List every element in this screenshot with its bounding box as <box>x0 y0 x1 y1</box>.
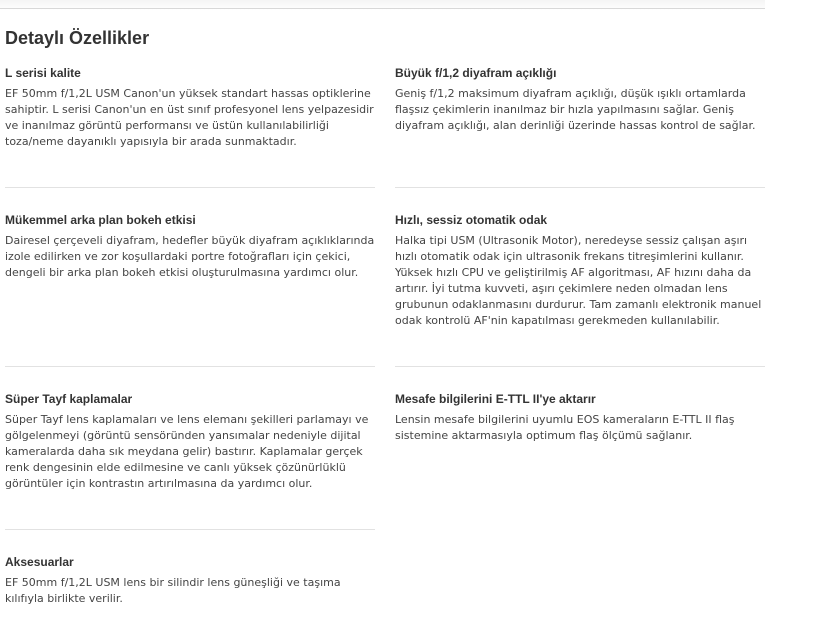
feature-l-series <box>5 66 375 150</box>
feature-accessories <box>5 555 375 607</box>
section-divider <box>5 529 375 530</box>
feature-autofocus <box>395 213 765 329</box>
feature-body: Lensin mesafe bilgilerini uyumlu EOS kameraların E-TTL II flaş sistemine aktarmasıyla optimum flaş ölçümü sağlanır. <box>395 413 735 442</box>
section-divider <box>395 187 765 188</box>
feature-bokeh <box>5 213 375 281</box>
feature-body: EF 50mm f/1,2L USM Canon'un yüksek standart hassas optiklerine sahiptir. L serisi Canon'un en üst sınıf profesyonel lens yelpazesidir ve inanılmaz görüntü performansı ve üstün kullanılabilirliği toza/neme dayanıklı yapısıyla bir arada sunmaktadır. <box>5 87 374 148</box>
feature-ettl <box>395 392 765 444</box>
feature-heading: Hızlı, sessiz otomatik odak <box>395 213 548 227</box>
page-title: Detaylı Özellikler <box>5 28 150 48</box>
feature-body: EF 50mm f/1,2L USM lens bir silindir lens güneşliği ve taşıma kılıfıyla birlikte verilir. <box>5 576 341 605</box>
feature-heading: Büyük f/1,2 diyafram açıklığı <box>395 66 557 80</box>
section-divider <box>395 366 765 367</box>
section-divider <box>5 366 375 367</box>
feature-heading: Mükemmel arka plan bokeh etkisi <box>5 213 196 227</box>
feature-aperture <box>395 66 765 134</box>
feature-heading: Aksesuarlar <box>5 555 74 569</box>
feature-heading: L serisi kalite <box>5 66 81 80</box>
top-divider <box>0 8 765 9</box>
section-divider <box>5 187 375 188</box>
feature-heading: Mesafe bilgilerini E-TTL II'ye aktarır <box>395 392 596 406</box>
feature-body: Süper Tayf lens kaplamaları ve lens elemanı şekilleri parlamayı ve gölgelenmeyi (görüntü sensöründen yansımalar nedeniyle dijital kameralarda daha sık meydana gelir) bastırır. Kaplamalar gerçek renk dengesinin elde edilmesine ve canlı yüksek çözünürlüklü görüntüler için kontrastın artırılmasına da yardımcı olur. <box>5 413 369 490</box>
feature-coating <box>5 392 375 492</box>
feature-body: Geniş f/1,2 maksimum diyafram açıklığı, düşük ışıklı ortamlarda flaşsız çekimlerin inanılmaz bir hızla yapılmasını sağlar. Geniş diyafram açıklığı, alan derinliği üzerinde hassas kontrol de sağlar. <box>395 87 756 132</box>
feature-body: Dairesel çerçeveli diyafram, hedefler büyük diyafram açıklıklarında izole edilirken ve zor koşullardaki portre fotoğrafları için çekici, dengeli bir arka plan bokeh etkisi oluşturulmasına yardımcı olur. <box>5 234 375 279</box>
feature-heading: Süper Tayf kaplamalar <box>5 392 133 406</box>
feature-body: Halka tipi USM (Ultrasonik Motor), neredeyse sessiz çalışan aşırı hızlı otomatik odak için ultrasonik frekans titreşimlerini kullanır. Yüksek hızlı CPU ve geliştirilmiş AF algoritması, AF hızını daha da artırır. İyi tutma kuvveti, aşırı çekimlere neden olmadan lens grubunun odaklanmasını durdurur. Tam zamanlı elektronik manuel odak kontrolü AF'nin kapatılması gerekmeden kullanılabilir. <box>395 234 762 327</box>
